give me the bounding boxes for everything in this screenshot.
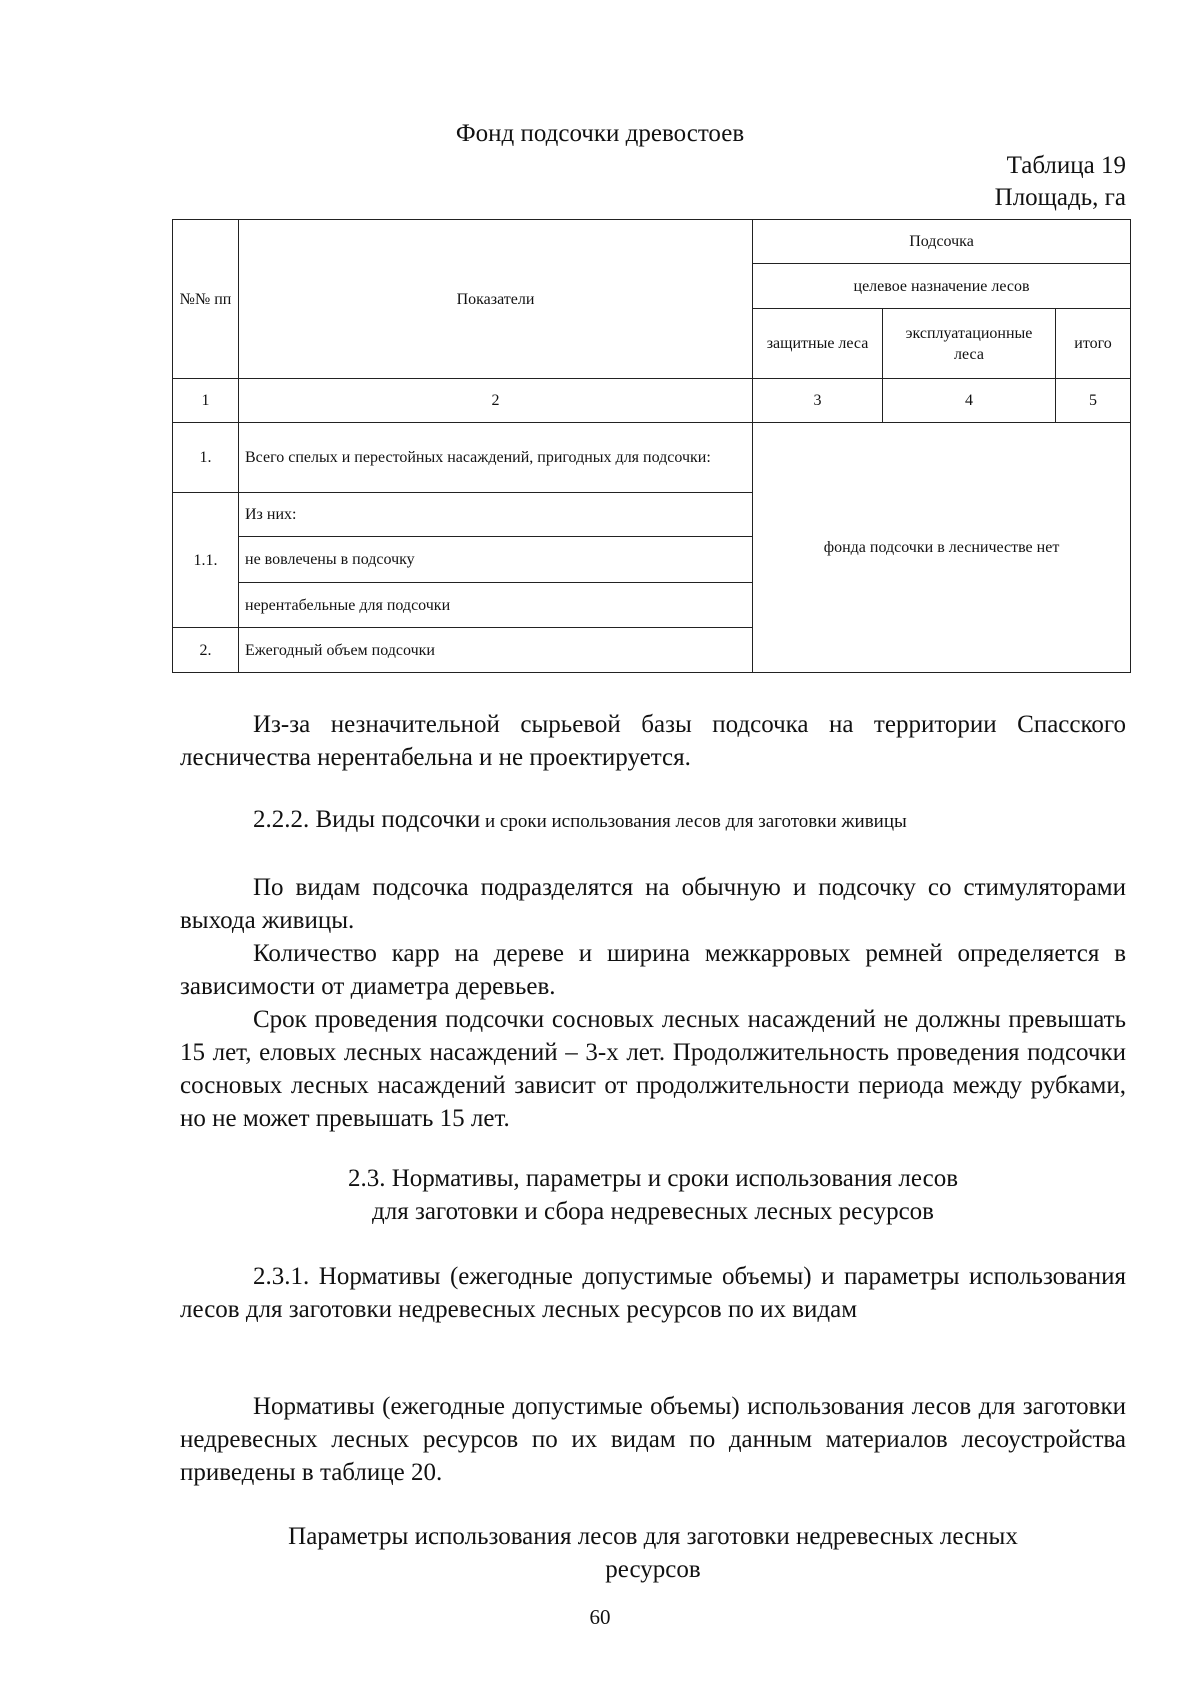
- row-num: 2.: [173, 628, 239, 673]
- row-label: нерентабельные для подсочки: [239, 583, 753, 628]
- col-number-3: 3: [753, 379, 883, 423]
- fund-table: [172, 219, 1131, 673]
- heading-2-3-line1: 2.3. Нормативы, параметры и сроки использования лесов: [348, 1165, 958, 1192]
- header-operational: эксплуатационные леса: [883, 309, 1056, 379]
- caption-line2: ресурсов: [605, 1556, 701, 1583]
- row-label: Ежегодный объем подсочки: [239, 628, 753, 673]
- paragraph-3: Количество карр на дереве и ширина межкарровых ремней определяется в зависимости от диаметра деревьев.: [180, 940, 1126, 1000]
- header-group-mid: целевое назначение лесов: [753, 264, 1131, 309]
- table-20-caption: [180, 1520, 1126, 1586]
- col-number-2: 2: [239, 379, 753, 423]
- header-protective: защитные леса: [753, 309, 883, 379]
- header-indicators: Показатели: [239, 220, 753, 379]
- page-number: 60: [589, 1605, 611, 1629]
- col-number-1: 1: [173, 379, 239, 423]
- header-num: №№ пп: [173, 220, 239, 379]
- paragraph-1: Из-за незначительной сырьевой базы подсочка на территории Спасского лесничества нерентабельна и не проектируется.: [180, 711, 1126, 771]
- row-label: Из них:: [239, 493, 753, 537]
- table-number: Таблица 19: [1006, 152, 1126, 179]
- heading-2-2-2: [253, 806, 1133, 834]
- row-label: Всего спелых и перестойных насаждений, пригодных для подсочки:: [239, 423, 753, 493]
- paragraph-6: Нормативы (ежегодные допустимые объемы) использования лесов для заготовки недревесных лесных ресурсов по их видам по данным материалов лесоустройства приведены в таблице 20.: [180, 1393, 1126, 1486]
- paragraph-2: По видам подсочка подразделятся на обычную и подсочку со стимуляторами выхода живицы.: [180, 874, 1126, 934]
- table-title: Фонд подсочки древостоев: [455, 120, 745, 147]
- row-label: не вовлечены в подсочку: [239, 537, 753, 583]
- paragraph-5: 2.3.1. Нормативы (ежегодные допустимые объемы) и параметры использования лесов для заготовки недревесных лесных ресурсов по их видам: [180, 1263, 1126, 1323]
- col-number-5: 5: [1056, 379, 1131, 423]
- heading-2-2-2-main: 2.2.2. Виды подсочки: [253, 806, 481, 833]
- row-num: 1.1.: [173, 493, 239, 628]
- table-row: [173, 423, 1131, 493]
- merged-note: фонда подсочки в лесничестве нет: [753, 423, 1131, 673]
- heading-2-2-2-rest: и сроки использования лесов для заготовки живицы: [480, 811, 907, 832]
- row-num: 1.: [173, 423, 239, 493]
- header-total: итого: [1056, 309, 1131, 379]
- heading-2-3-line2: для заготовки и сбора недревесных лесных ресурсов: [372, 1198, 934, 1225]
- heading-2-3: [180, 1162, 1126, 1228]
- paragraph-4: Срок проведения подсочки сосновых лесных насаждений не должны превышать 15 лет, еловых лесных насаждений – 3-х лет. Продолжительность проведения подсочки сосновых лесных насаждений зависит от продолжительности периода между рубками, но не может превышать 15 лет.: [180, 1006, 1126, 1132]
- table-units: Площадь, га: [994, 184, 1126, 211]
- col-number-4: 4: [883, 379, 1056, 423]
- caption-line1: Параметры использования лесов для заготовки недревесных лесных: [288, 1523, 1018, 1550]
- header-group-top: Подсочка: [753, 220, 1131, 264]
